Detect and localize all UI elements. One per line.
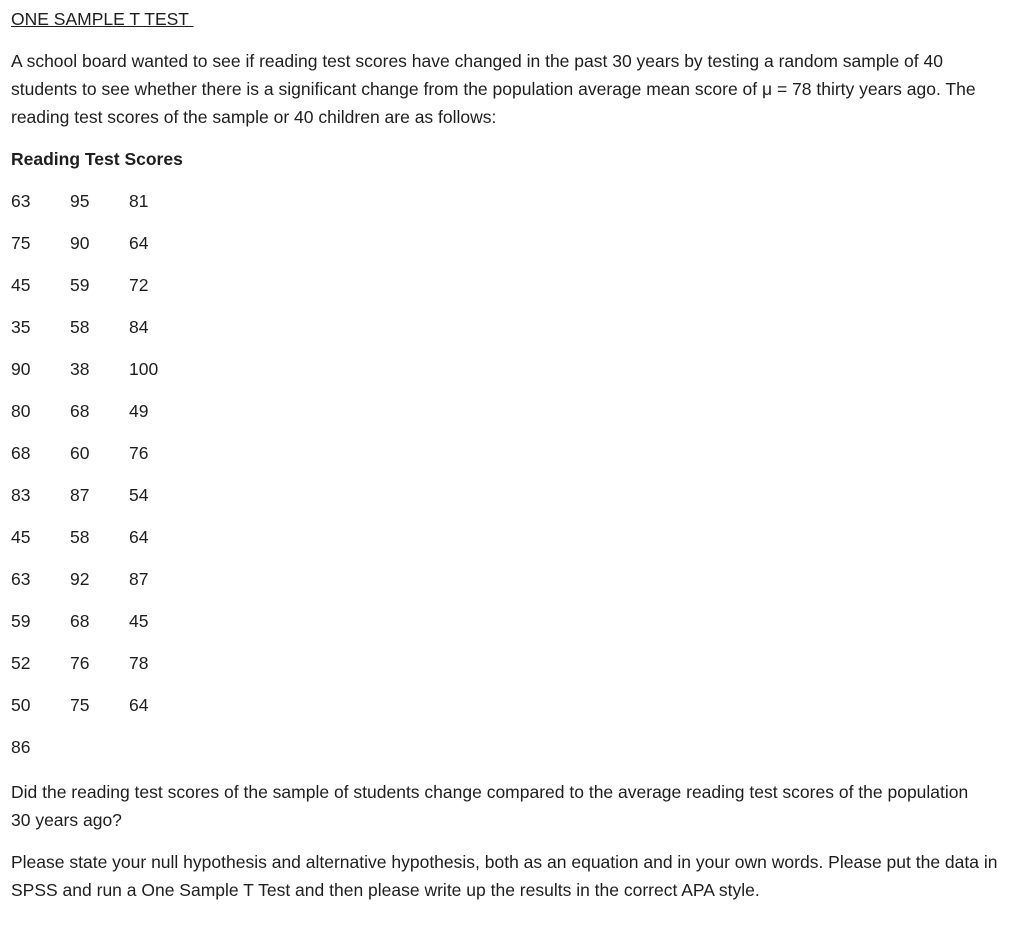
score-row (11, 316, 1011, 358)
score-cell: 35 (11, 317, 31, 337)
score-cell: 75 (11, 233, 31, 253)
score-cell: 58 (70, 527, 90, 547)
score-cell: 81 (129, 191, 149, 211)
score-cell: 45 (129, 611, 149, 631)
score-cell: 72 (129, 275, 149, 295)
score-row (11, 190, 1011, 232)
score-cell: 52 (11, 653, 31, 673)
score-cell: 64 (129, 527, 149, 547)
score-row (11, 232, 1011, 274)
score-cell: 59 (11, 611, 31, 631)
document (11, 8, 1011, 904)
score-cell: 68 (70, 611, 90, 631)
score-cell: 54 (129, 485, 149, 505)
score-cell: 87 (129, 569, 149, 589)
score-cell: 38 (70, 359, 90, 379)
score-cell: 59 (70, 275, 90, 295)
document-title: ONE SAMPLE T TEST (11, 9, 194, 29)
scores-table (11, 190, 1011, 778)
score-row (11, 694, 1011, 736)
score-cell: 76 (129, 443, 149, 463)
score-row (11, 736, 1011, 778)
score-row (11, 652, 1011, 694)
score-cell: 76 (70, 653, 90, 673)
score-cell: 100 (129, 359, 159, 379)
score-cell: 60 (70, 443, 90, 463)
score-cell: 84 (129, 317, 149, 337)
score-row (11, 526, 1011, 568)
score-cell: 80 (11, 401, 31, 421)
score-cell: 78 (129, 653, 149, 673)
score-cell: 58 (70, 317, 90, 337)
score-cell: 92 (70, 569, 90, 589)
score-row (11, 484, 1011, 526)
score-cell: 45 (11, 275, 31, 295)
score-cell: 90 (70, 233, 90, 253)
score-cell: 63 (11, 191, 31, 211)
score-cell: 90 (11, 359, 31, 379)
score-row (11, 274, 1011, 316)
score-row (11, 442, 1011, 484)
score-cell: 49 (129, 401, 149, 421)
score-cell: 64 (129, 233, 149, 253)
intro-paragraph: A school board wanted to see if reading test scores have changed in the past 30 years by testing a random sample of 40 students to see whether there is a significant change from the population average mean score of μ = 78 thirty years ago. The reading test scores of the sample or 40 children are as follows: (11, 51, 976, 127)
question-paragraph: Did the reading test scores of the sample of students change compared to the average reading test scores of the population 30 years ago? (11, 782, 969, 830)
score-cell: 86 (11, 737, 31, 757)
score-cell: 95 (70, 191, 90, 211)
score-row (11, 400, 1011, 442)
score-row (11, 358, 1011, 400)
score-cell: 64 (129, 695, 149, 715)
score-cell: 50 (11, 695, 31, 715)
score-cell: 87 (70, 485, 90, 505)
instructions-paragraph: Please state your null hypothesis and alternative hypothesis, both as an equation and in your own words. Please put the data in SPSS and run a One Sample T Test and then please write up the results in the correct APA style. (11, 852, 998, 900)
score-cell: 75 (70, 695, 90, 715)
score-row (11, 610, 1011, 652)
score-cell: 68 (11, 443, 31, 463)
score-cell: 83 (11, 485, 31, 505)
scores-heading: Reading Test Scores (11, 149, 183, 169)
score-cell: 63 (11, 569, 31, 589)
score-cell: 45 (11, 527, 31, 547)
score-row (11, 568, 1011, 610)
score-cell: 68 (70, 401, 90, 421)
